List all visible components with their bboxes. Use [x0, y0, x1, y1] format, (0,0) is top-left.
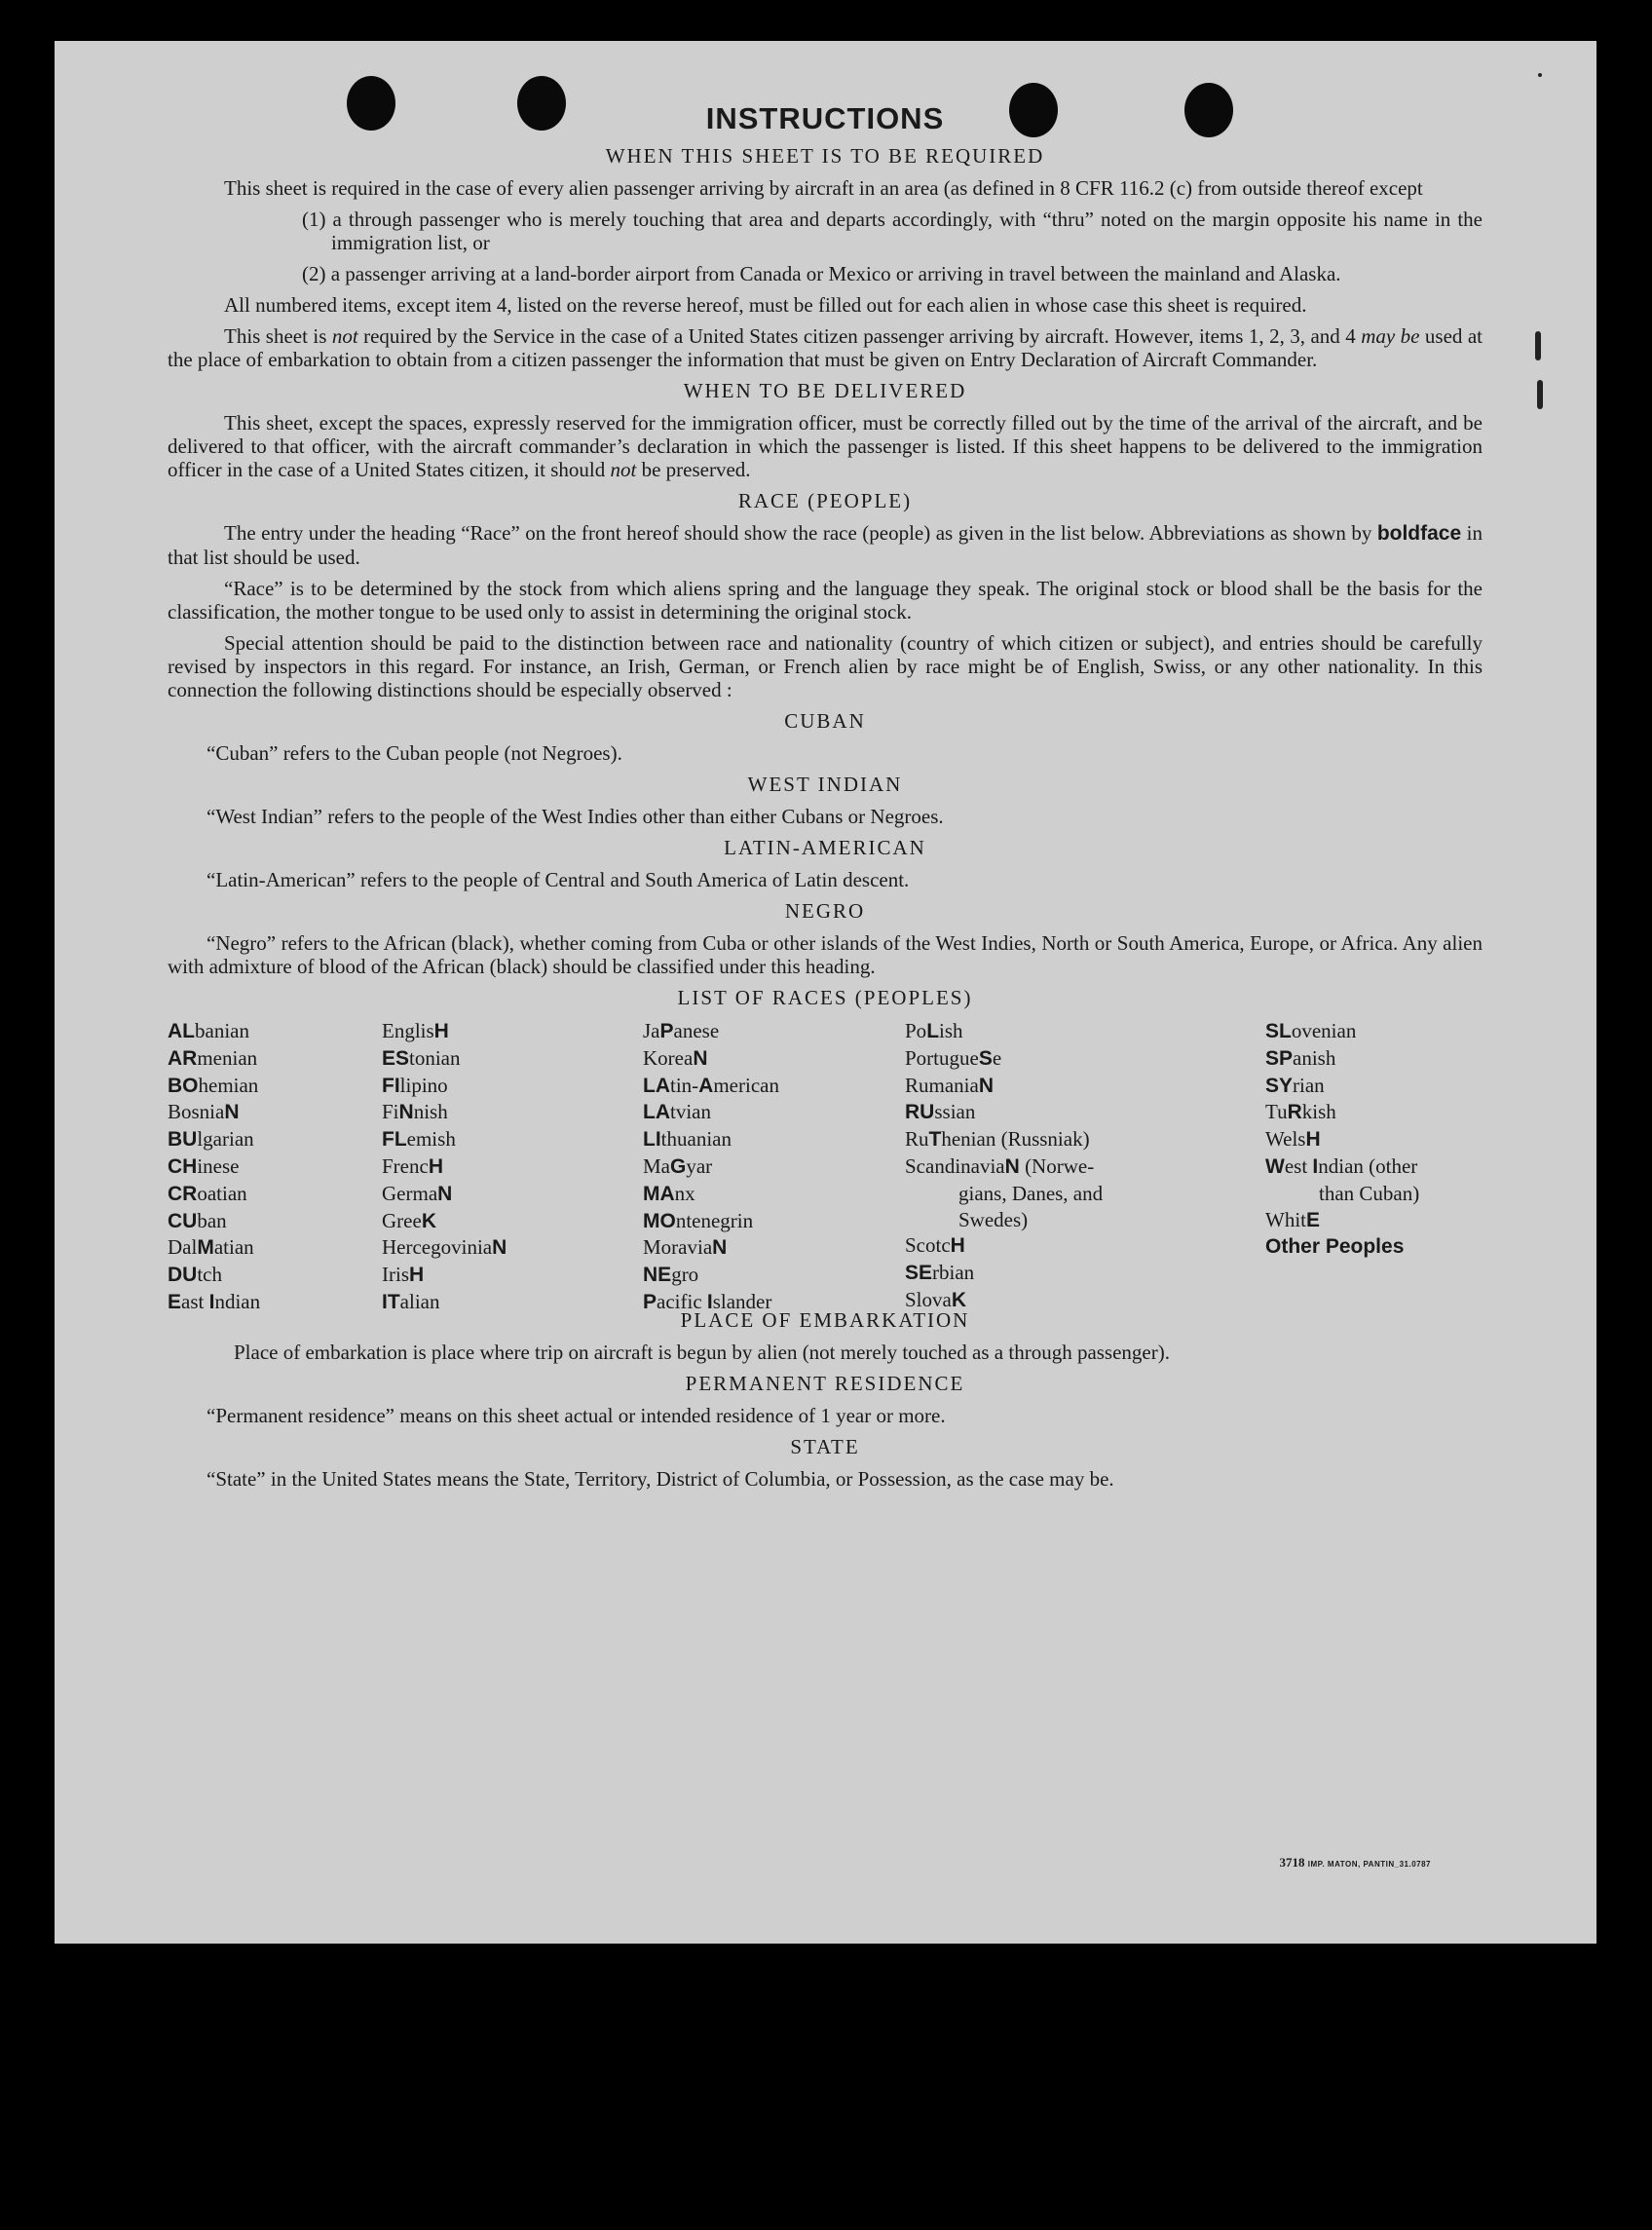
race-abbreviation: BO: [168, 1074, 199, 1097]
race-abbreviation: H: [950, 1234, 965, 1258]
heading-west-indian: WEST INDIAN: [747, 773, 903, 796]
race-entry: [382, 1262, 507, 1289]
race-abbreviation: BU: [168, 1128, 198, 1152]
races-column-1: [168, 1018, 260, 1316]
race-text: Hercegovinia: [382, 1235, 493, 1260]
races-column-5: [1265, 1018, 1419, 1261]
race-abbreviation: H: [433, 1020, 449, 1042]
race-text: Iris: [382, 1263, 409, 1287]
race-entry: [905, 1126, 1103, 1153]
race-abbreviation: I: [1312, 1154, 1319, 1178]
race-abbreviation: N: [492, 1236, 507, 1260]
race-entry: [643, 1181, 779, 1208]
race-abbreviation: CR: [168, 1182, 198, 1205]
race-entry: [1265, 1207, 1419, 1234]
race-entry: [643, 1234, 779, 1262]
race-text: ish: [939, 1019, 963, 1042]
race-abbreviation: LA: [643, 1101, 670, 1124]
race-abbreviation: E: [168, 1290, 182, 1313]
race-abbreviation: H: [1305, 1128, 1321, 1152]
race-entry: [382, 1153, 507, 1181]
race-entry: [1265, 1126, 1419, 1153]
race-text: Scotc: [905, 1233, 951, 1258]
race-abbreviation: R: [1287, 1101, 1302, 1124]
races-column-2: [382, 1018, 507, 1316]
paragraph-delivered: This sheet, except the spaces, expressly reserved for the immigration officer, must be correctly filled out by the time of the arrival of the aircraft, and be delivered to that officer, with the aircraft commander’s declaration in which the passenger is listed. If this sheet happens to be delivered to the immigration officer in the case of a United States citizen, it should not be preserved.: [168, 411, 1483, 481]
race-abbreviation: FL: [382, 1128, 407, 1152]
race-abbreviation: N: [437, 1182, 453, 1205]
race-entry: [382, 1234, 507, 1262]
paragraph-negro: “Negro” refers to the African (black), whether coming from Cuba or other islands of the West Indies, North or South America, Europe, or Africa. Any alien with admixture of blood of the African (black) should be classified under this heading.: [168, 931, 1483, 978]
heading-embarkation: PLACE OF EMBARKATION: [680, 1308, 970, 1332]
race-text: est: [1284, 1153, 1313, 1178]
race-abbreviation: CU: [168, 1209, 198, 1232]
race-abbreviation: ES: [382, 1046, 410, 1070]
race-text: emish: [406, 1127, 456, 1152]
race-abbreviation: N: [978, 1074, 994, 1097]
race-abbreviation: LA: [643, 1074, 670, 1097]
race-text: Swedes): [958, 1207, 1029, 1231]
race-text: Ja: [643, 1019, 660, 1042]
race-text: tvian: [670, 1100, 711, 1124]
race-text: Moravia: [643, 1235, 713, 1260]
race-abbreviation: N: [398, 1101, 414, 1124]
race-text: (Norwe-: [1019, 1153, 1095, 1178]
ink-speck: [1537, 380, 1543, 409]
heading-latin-american: LATIN-AMERICAN: [724, 836, 926, 859]
heading-state: STATE: [790, 1435, 860, 1458]
race-text: anese: [673, 1019, 720, 1042]
heading-residence: PERMANENT RESIDENCE: [685, 1372, 965, 1395]
race-abbreviation: E: [1306, 1208, 1321, 1231]
race-entry: [643, 1262, 779, 1289]
race-entry: [1265, 1181, 1419, 1207]
paragraph-race-definition: “Race” is to be determined by the stock from which aliens spring and the language they speak. The original stock or blood shall be the basis for the classification, the mother tongue to be used only to assist in determining the original stock.: [168, 577, 1483, 624]
race-text: merican: [713, 1073, 779, 1097]
race-text: ssian: [934, 1100, 976, 1124]
race-text: rian: [1293, 1073, 1325, 1097]
race-text: e: [992, 1045, 1002, 1070]
race-abbreviation: I: [706, 1290, 713, 1313]
race-text: nx: [674, 1181, 695, 1205]
heading-required: WHEN THIS SHEET IS TO BE REQUIRED: [605, 144, 1045, 168]
race-entry: [1265, 1073, 1419, 1100]
race-abbreviation: P: [659, 1020, 674, 1042]
race-entry: [382, 1099, 507, 1126]
paragraph-embarkation: Place of embarkation is place where trip on aircraft is begun by alien (not merely touched as a through passenger).: [234, 1341, 1170, 1364]
race-abbreviation: RU: [905, 1101, 935, 1124]
race-entry: [168, 1073, 260, 1100]
race-text: menian: [197, 1045, 258, 1070]
race-entry: [168, 1234, 260, 1262]
race-text: atian: [213, 1235, 254, 1260]
race-entry: [643, 1153, 779, 1181]
race-entry: [643, 1018, 779, 1045]
race-entry: [168, 1153, 260, 1181]
paragraph-west-indian: “West Indian” refers to the people of the West Indies other than either Cubans or Negroes.: [206, 805, 944, 828]
races-column-4: [905, 1018, 1103, 1314]
race-text: kish: [1301, 1100, 1336, 1124]
race-entry: [1265, 1045, 1419, 1073]
race-text: Dal: [168, 1235, 198, 1260]
race-text: yar: [686, 1153, 713, 1178]
race-entry: [905, 1232, 1103, 1260]
race-abbreviation: H: [409, 1264, 425, 1287]
race-abbreviation: K: [951, 1288, 967, 1311]
race-abbreviation: L: [926, 1020, 940, 1042]
race-text: Wels: [1265, 1127, 1306, 1152]
race-abbreviation: H: [428, 1154, 443, 1178]
race-abbreviation: N: [1004, 1154, 1020, 1178]
printer-imprint: [1280, 1855, 1431, 1871]
race-text: gro: [671, 1263, 699, 1287]
exception-item-2: (2) a passenger arriving at a land-border airport from Canada or Mexico or arriving in travel between the mainland and Alaska.: [302, 262, 1341, 285]
race-text: gians, Danes, and: [958, 1181, 1104, 1205]
imprint-text: IMP. MATON, PANTIN_31.0787: [1307, 1860, 1431, 1869]
race-entry: [382, 1045, 507, 1073]
page-title: INSTRUCTIONS: [705, 101, 945, 135]
race-entry: [905, 1287, 1103, 1314]
race-entry: [382, 1126, 507, 1153]
race-entry: [168, 1018, 260, 1045]
race-abbreviation: T: [928, 1128, 942, 1152]
race-entry: [905, 1073, 1103, 1100]
heading-negro: NEGRO: [784, 899, 866, 923]
race-entry: [905, 1260, 1103, 1287]
race-text: inese: [197, 1153, 240, 1178]
paragraph-citizen: This sheet is not required by the Service in the case of a United States citizen passenger arriving by aircraft. However, items 1, 2, 3, and 4 may be used at the place of embarkation to obtain from a citizen passenger the information that must be given on Entry Declaration of Aircraft Commander.: [168, 324, 1483, 371]
race-text: hemian: [198, 1073, 259, 1097]
race-abbreviation: FI: [382, 1074, 400, 1097]
race-text: thuanian: [660, 1127, 732, 1152]
race-abbreviation: W: [1265, 1154, 1285, 1178]
race-text: Fi: [382, 1100, 399, 1124]
race-text: slander: [712, 1289, 772, 1313]
paragraph-numbered-items: All numbered items, except item 4, listed on the reverse hereof, must be filled out for each alien in whose case this sheet is required.: [224, 293, 1307, 317]
race-entry: [643, 1045, 779, 1073]
race-entry: [1265, 1099, 1419, 1126]
race-text: rbian: [932, 1261, 975, 1285]
ink-speck: [1538, 73, 1542, 77]
race-text: henian (Russniak): [941, 1127, 1090, 1152]
race-entry: [1265, 1018, 1419, 1045]
document-sheet: [55, 41, 1596, 1944]
heading-list-of-races: LIST OF RACES (PEOPLES): [677, 986, 973, 1009]
race-abbreviation: AL: [168, 1020, 195, 1042]
paragraph-state: “State” in the United States means the State, Territory, District of Columbia, or Possession, as the case may be.: [206, 1467, 1114, 1491]
race-text: Englis: [382, 1019, 434, 1042]
race-entry: [168, 1045, 260, 1073]
race-text: nish: [413, 1100, 448, 1124]
race-entry: [1265, 1153, 1419, 1181]
race-entry: [905, 1153, 1103, 1181]
race-text: anish: [1293, 1045, 1336, 1070]
exception-item-1: (1) a through passenger who is merely touching that area and departs accordingly, with “thru” noted on the margin opposite his name in the immigration list, or: [302, 208, 1483, 254]
race-entry: [1265, 1233, 1419, 1261]
paragraph-cuban: “Cuban” refers to the Cuban people (not Negroes).: [206, 741, 622, 765]
form-number: 3718: [1279, 1855, 1305, 1870]
race-entry: [643, 1099, 779, 1126]
race-abbreviation: K: [421, 1209, 436, 1232]
race-text: lipino: [399, 1073, 448, 1097]
race-abbreviation: SY: [1265, 1074, 1294, 1097]
race-entry: [905, 1018, 1103, 1045]
heading-cuban: CUBAN: [784, 709, 866, 733]
race-abbreviation: IT: [382, 1290, 400, 1313]
race-abbreviation: CH: [168, 1154, 198, 1178]
paragraph-race-entry: The entry under the heading “Race” on the front hereof should show the race (people) as given in the list below. Abbreviations as shown by boldface in that list should be used.: [168, 521, 1483, 569]
race-abbreviation: LI: [643, 1128, 661, 1152]
paragraph-latin-american: “Latin-American” refers to the people of Central and South America of Latin descent.: [206, 868, 910, 891]
race-entry: [905, 1099, 1103, 1126]
race-abbreviation: SL: [1265, 1020, 1292, 1042]
race-text: Gree: [382, 1208, 422, 1232]
race-text: oatian: [197, 1181, 247, 1205]
race-abbreviation: SP: [1265, 1046, 1294, 1070]
race-text: Scandinavia: [905, 1153, 1005, 1178]
races-list: [168, 1018, 1483, 1313]
race-entry: [643, 1126, 779, 1153]
race-text: than Cuban): [1319, 1181, 1420, 1205]
race-text: ndian: [214, 1289, 261, 1313]
heading-race: RACE (PEOPLE): [737, 489, 913, 512]
paragraph-residence: “Permanent residence” means on this sheet actual or intended residence of 1 year or more.: [206, 1404, 946, 1427]
race-text: acific: [657, 1289, 707, 1313]
races-column-3: [643, 1018, 779, 1316]
race-abbreviation: I: [208, 1290, 215, 1313]
race-entry: [643, 1289, 779, 1316]
race-text: ovenian: [1291, 1019, 1357, 1042]
race-text: Ma: [643, 1153, 670, 1178]
race-text: ntenegrin: [675, 1208, 754, 1232]
race-text: alian: [399, 1289, 440, 1313]
race-text: tonian: [409, 1045, 461, 1070]
race-abbreviation: P: [643, 1290, 657, 1313]
race-abbreviation: M: [197, 1236, 214, 1260]
race-entry: [168, 1208, 260, 1235]
document-content: [168, 101, 1483, 1498]
race-text: tin-: [670, 1073, 699, 1097]
race-abbreviation: AR: [168, 1046, 198, 1070]
race-text: Germa: [382, 1181, 438, 1205]
race-text: ast: [181, 1289, 209, 1313]
race-abbreviation: NE: [643, 1264, 672, 1287]
race-entry: [905, 1207, 1103, 1233]
race-text: Korea: [643, 1045, 694, 1070]
race-entry: [382, 1073, 507, 1100]
race-abbreviation: DU: [168, 1264, 198, 1287]
race-entry: [168, 1289, 260, 1316]
race-abbreviation: MO: [643, 1209, 676, 1232]
race-text: ban: [197, 1208, 227, 1232]
race-entry: [168, 1181, 260, 1208]
race-abbreviation: N: [693, 1046, 708, 1070]
race-text: ndian (other: [1318, 1153, 1418, 1178]
heading-delivered: WHEN TO BE DELIVERED: [683, 379, 967, 402]
race-abbreviation: A: [698, 1074, 714, 1097]
paragraph-required-intro: This sheet is required in the case of every alien passenger arriving by aircraft in an area (as defined in 8 CFR 116.2 (c) from outside thereof except: [224, 176, 1423, 200]
race-abbreviation: Other Peoples: [1265, 1235, 1405, 1259]
race-text: Ru: [905, 1127, 929, 1152]
race-abbreviation: G: [670, 1154, 687, 1178]
race-abbreviation: N: [224, 1101, 240, 1124]
race-entry: [382, 1208, 507, 1235]
race-entry: [643, 1208, 779, 1235]
race-text: lgarian: [197, 1127, 254, 1152]
race-text: Whit: [1265, 1207, 1306, 1231]
race-entry: [168, 1126, 260, 1153]
race-abbreviation: N: [712, 1236, 728, 1260]
race-text: Po: [905, 1019, 927, 1042]
race-text: banian: [195, 1019, 249, 1042]
race-entry: [905, 1181, 1103, 1207]
race-text: Tu: [1265, 1100, 1288, 1124]
race-entry: [382, 1181, 507, 1208]
race-text: tch: [197, 1263, 222, 1287]
paragraph-race-nationality: Special attention should be paid to the distinction between race and nationality (country of which citizen or subject), and entries should be carefully revised by inspectors in this regard. For instance, an Irish, German, or French alien by race might be of English, Swiss, or any other nationality. In this connection the following distinctions should be especially observed :: [168, 631, 1483, 701]
race-entry: [905, 1045, 1103, 1073]
ink-speck: [1535, 331, 1541, 360]
race-text: Slova: [905, 1287, 952, 1311]
race-entry: [168, 1262, 260, 1289]
race-abbreviation: MA: [643, 1182, 675, 1205]
race-entry: [382, 1018, 507, 1045]
race-abbreviation: S: [978, 1046, 993, 1070]
race-entry: [382, 1289, 507, 1316]
race-entry: [643, 1073, 779, 1100]
race-text: Frenc: [382, 1153, 429, 1178]
race-text: Portugue: [905, 1045, 979, 1070]
race-text: Bosnia: [168, 1100, 225, 1124]
race-entry: [168, 1099, 260, 1126]
race-text: Rumania: [905, 1073, 979, 1097]
race-abbreviation: SE: [905, 1262, 933, 1285]
